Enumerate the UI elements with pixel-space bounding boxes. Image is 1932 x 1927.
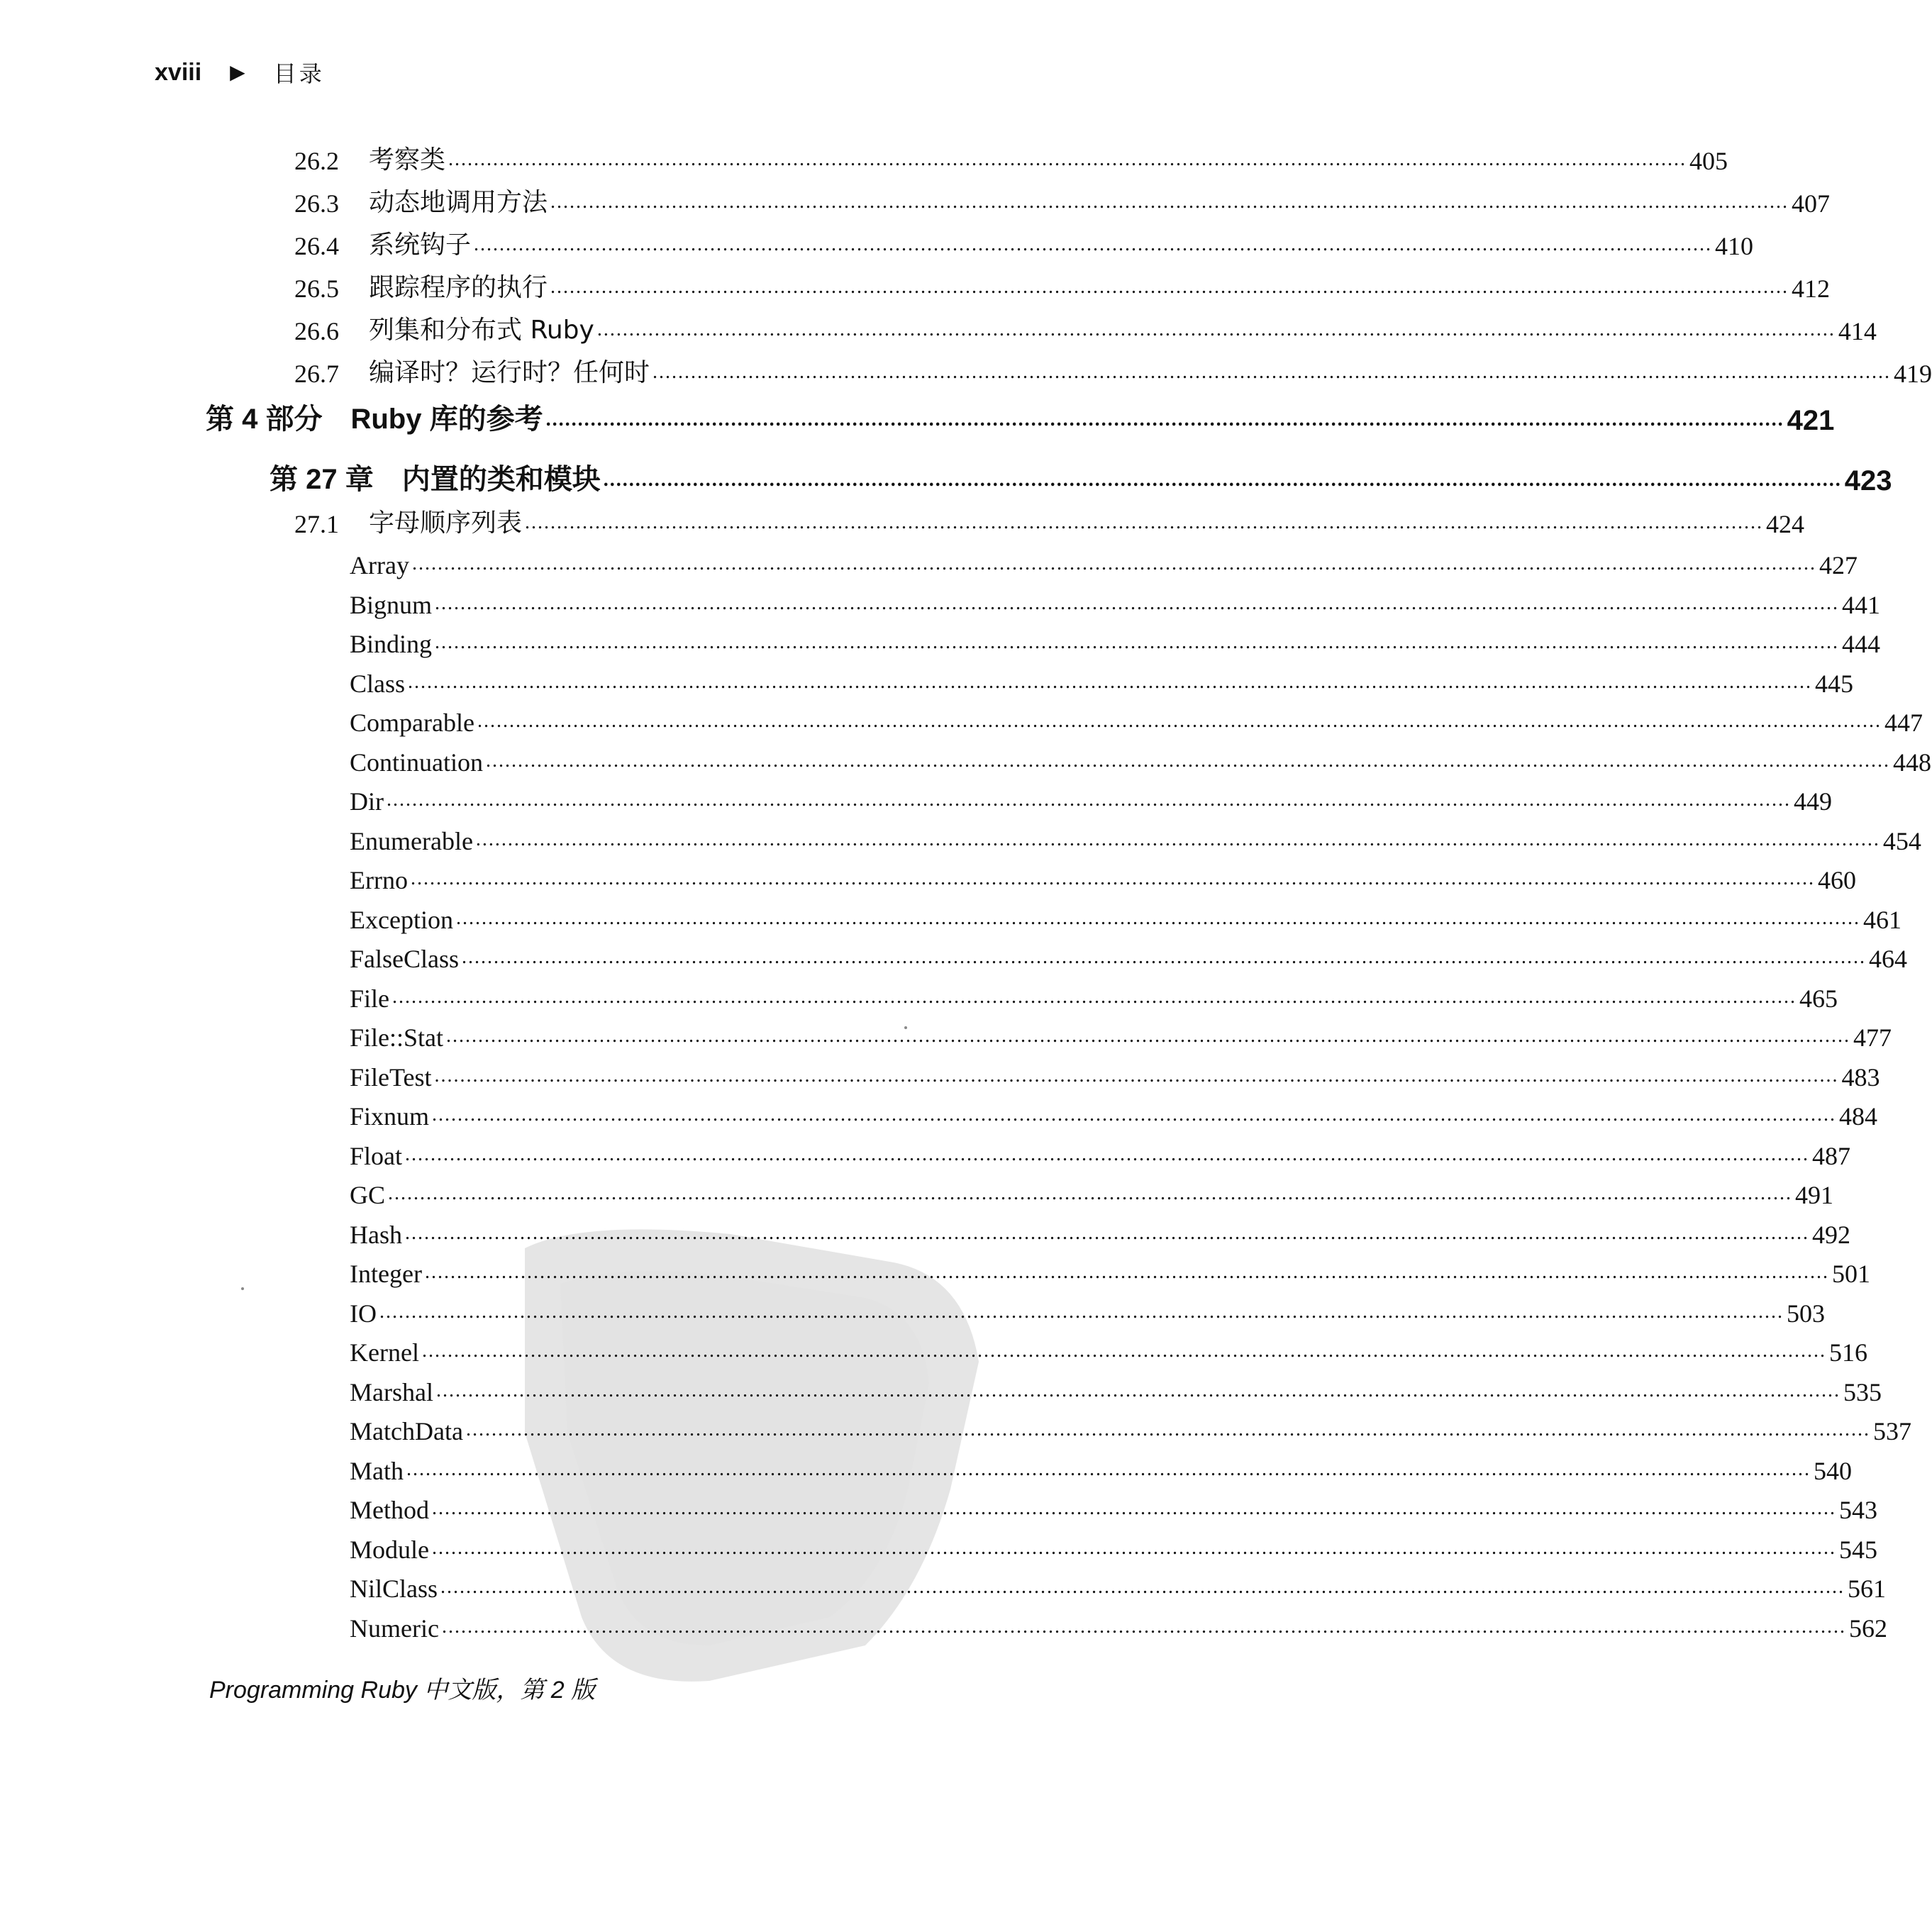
class-name: Comparable [350, 709, 474, 737]
page-ref: 491 [1795, 1181, 1834, 1209]
section-number: 26.5 [294, 274, 339, 303]
class-name: MatchData [350, 1417, 463, 1445]
class-name: Float [350, 1142, 403, 1170]
class-name: Array [350, 551, 409, 579]
section-number: 26.3 [294, 189, 339, 218]
page-ref: 444 [1842, 630, 1881, 658]
page-ref: 501 [1831, 1260, 1870, 1288]
class-name: Hash [350, 1221, 402, 1249]
dot-leader: ............................................................................................................................................................................................................................ [435, 592, 1840, 614]
class-name: Exception [350, 906, 453, 934]
page-ref: 461 [1862, 906, 1902, 934]
dot-leader: ............................................................................................................................................................................................................................ [441, 1616, 1846, 1638]
toc-entry-26-5[interactable] [294, 270, 1831, 304]
section-title: 动态地调用方法 [369, 188, 548, 217]
dot-leader: .................................................................................................................................................................................................. [653, 361, 1892, 383]
toc-entry-class[interactable] [350, 1137, 1851, 1171]
section-number: 26.6 [294, 317, 339, 345]
toc-entry-class[interactable] [350, 1491, 1877, 1525]
section-title: 字母顺序列表 [369, 509, 523, 538]
page-ref: 464 [1869, 945, 1908, 973]
toc-entry-class[interactable] [350, 782, 1832, 816]
header-title: 目录 [273, 60, 325, 87]
dot-leader: ............................................................................................................................................................................................................................ [424, 1261, 1829, 1283]
page-ref: 423 [1844, 465, 1892, 496]
page-ref: 427 [1819, 551, 1858, 579]
page-ref: 449 [1794, 787, 1832, 816]
dot-leader: ............................................................................................................................................................................................................................ [446, 1025, 1851, 1047]
toc-entry-26-2[interactable] [294, 142, 1728, 176]
dot-leader: ............................................................................................................................................................................................................................ [462, 946, 1867, 968]
chapter-title: 第 27 章 内置的类和模块 [270, 464, 601, 495]
toc-entry-part-4[interactable] [206, 397, 1835, 437]
toc-entry-class[interactable] [350, 861, 1856, 895]
toc-entry-class[interactable] [350, 1570, 1887, 1604]
class-name: Math [350, 1457, 404, 1485]
toc-entry-class[interactable] [350, 1216, 1850, 1250]
page-ref: 545 [1839, 1536, 1877, 1564]
page-ref: 424 [1766, 510, 1805, 538]
page-ref: 483 [1841, 1063, 1880, 1092]
class-name: Dir [350, 787, 384, 816]
toc-entry-class[interactable] [350, 979, 1838, 1014]
dot-leader: ............................................................................................................................................................................................................................ [434, 1065, 1839, 1087]
section-title: 列集和分布式 Ruby [369, 316, 594, 345]
page-ref: 487 [1812, 1142, 1851, 1170]
class-name: IO [350, 1299, 377, 1328]
dot-leader: ............................................................................................................................................................................................................................ [432, 1537, 1836, 1559]
toc-entry-class[interactable] [350, 1255, 1870, 1289]
class-name: Binding [350, 630, 433, 658]
dot-leader: .................................................................................................................................................................................................. [474, 233, 1713, 255]
class-name: FileTest [350, 1063, 432, 1092]
toc-entry-class[interactable] [350, 1294, 1825, 1328]
section-title: 考察类 [369, 145, 446, 174]
page-ref: 421 [1787, 405, 1835, 436]
dot-leader: .................................................................................................................................................................................................. [550, 191, 1789, 213]
dot-leader: ............................................................................................................................................................................................................................ [432, 1497, 1836, 1519]
section-number: 26.4 [294, 232, 339, 260]
toc-entry-26-4[interactable] [294, 227, 1754, 261]
page-ref: 448 [1893, 748, 1931, 777]
dot-leader: .................................................................................................................................................................................................. [596, 318, 1836, 340]
toc-entry-class[interactable] [350, 704, 1923, 738]
page-ref: 412 [1792, 274, 1831, 303]
dot-leader: ............................................................................................................................................................................................................................ [486, 750, 1890, 772]
toc-entry-26-3[interactable] [294, 184, 1831, 218]
class-name: File::Stat [350, 1023, 444, 1052]
book-title-footer: Programming Ruby 中文版，第 2 版 [209, 1677, 596, 1704]
toc-entry-26-7[interactable] [294, 355, 1932, 389]
dot-leader: .................................................................................................................................................................................................. [448, 148, 1687, 170]
toc-entry-class[interactable] [350, 1373, 1882, 1407]
class-name: Numeric [350, 1614, 439, 1643]
page-number: xviii [155, 58, 202, 86]
page-ref: 516 [1828, 1338, 1867, 1367]
dot-leader: .................................................................................................................................................................................................. [525, 511, 1764, 533]
dot-leader: ............................................................................................................................................................................................................................ [475, 828, 1880, 850]
section-title: 编译时？运行时？任何时 [369, 358, 650, 387]
section-number: 26.7 [294, 360, 339, 388]
page-ref: 477 [1853, 1023, 1892, 1052]
toc-entry-class[interactable] [350, 1176, 1834, 1210]
toc-entry-class[interactable] [350, 1452, 1852, 1486]
page-ref: 540 [1814, 1457, 1852, 1485]
toc-entry-class[interactable] [350, 940, 1908, 974]
toc-entry-class[interactable] [350, 546, 1858, 580]
dot-leader: ............................................................................................................................................................................................................................ [440, 1576, 1845, 1598]
class-name: File [350, 984, 390, 1013]
toc-entry-class[interactable] [350, 1018, 1892, 1053]
dot-leader: .................................................................................................................................................................................................. [603, 469, 1842, 491]
toc-entry-class[interactable] [350, 665, 1854, 699]
page-ref: 460 [1817, 866, 1856, 894]
page-ref: 535 [1843, 1378, 1882, 1406]
dot-leader: ............................................................................................................................................................................................................................ [388, 1182, 1793, 1204]
arrow-icon: ▶ [230, 62, 245, 84]
dot-leader: ............................................................................................................................................................................................................................ [405, 1143, 1810, 1165]
page-ref: 447 [1884, 709, 1923, 737]
class-name: Marshal [350, 1378, 433, 1406]
class-name: Enumerable [350, 827, 473, 855]
dot-leader: ............................................................................................................................................................................................................................ [435, 631, 1840, 653]
toc-entry-class[interactable] [350, 822, 1921, 856]
class-name: Errno [350, 866, 408, 894]
page-ref: 454 [1882, 827, 1921, 855]
toc-entry-class[interactable] [350, 1058, 1880, 1092]
section-title: 跟踪程序的执行 [369, 273, 548, 302]
class-name: Class [350, 670, 406, 698]
dot-leader: ............................................................................................................................................................................................................................ [406, 1458, 1811, 1480]
dot-leader: ............................................................................................................................................................................................................................ [465, 1418, 1870, 1440]
page-ref: 503 [1787, 1299, 1825, 1328]
dot-leader: ............................................................................................................................................................................................................................ [387, 789, 1791, 811]
toc-entry-chapter-27[interactable] [270, 457, 1892, 497]
class-name: Bignum [350, 591, 433, 619]
section-title: 系统钩子 [369, 231, 472, 260]
dot-leader: ............................................................................................................................................................................................................................ [405, 1222, 1809, 1244]
dot-leader: ............................................................................................................................................................................................................................ [435, 1379, 1841, 1401]
dot-leader: ............................................................................................................................................................................................................................ [455, 907, 1860, 929]
class-name: Continuation [350, 748, 483, 777]
page-ref: 537 [1872, 1417, 1911, 1445]
page-ref: 484 [1839, 1102, 1878, 1131]
toc-entry-class[interactable] [350, 1097, 1878, 1131]
page-ref: 419 [1894, 360, 1932, 388]
toc-entry-class[interactable] [350, 1531, 1877, 1565]
dot-leader: ............................................................................................................................................................................................................................ [411, 552, 1816, 574]
section-number: 27.1 [294, 510, 339, 538]
dot-leader: .................................................................................................................................................................................................. [550, 276, 1789, 298]
page-ref: 445 [1815, 670, 1854, 698]
class-name: NilClass [350, 1575, 438, 1603]
class-name: FalseClass [350, 945, 460, 973]
page-ref: 405 [1689, 147, 1728, 175]
toc-entry-class[interactable] [350, 1412, 1911, 1446]
class-name: Fixnum [350, 1102, 430, 1131]
page-ref: 561 [1848, 1575, 1887, 1603]
page-ref: 562 [1848, 1614, 1887, 1643]
class-name: Method [350, 1496, 429, 1524]
toc-entry-class[interactable] [350, 586, 1881, 620]
toc-entry-class[interactable] [350, 625, 1881, 659]
dot-leader: ............................................................................................................................................................................................................................ [432, 1104, 1837, 1126]
page-ref: 407 [1792, 189, 1831, 218]
page-ref: 543 [1839, 1496, 1877, 1524]
page-ref: 441 [1842, 591, 1881, 619]
class-name: Kernel [350, 1338, 419, 1367]
page-ref: 414 [1838, 317, 1877, 345]
page-ref: 410 [1715, 232, 1754, 260]
toc-entry-class[interactable] [350, 743, 1931, 777]
toc-entry-27-1[interactable] [294, 505, 1805, 539]
toc-entry-class[interactable] [350, 901, 1902, 935]
part-title: 第 4 部分 Ruby 库的参考 [206, 404, 543, 435]
class-name: GC [350, 1181, 386, 1209]
class-name: Module [350, 1536, 429, 1564]
section-number: 26.2 [294, 147, 339, 175]
dot-leader: .................................................................................................................................................................................................. [545, 409, 1784, 431]
page-ref: 492 [1812, 1221, 1850, 1249]
class-name: Integer [350, 1260, 422, 1288]
page-ref: 465 [1799, 984, 1838, 1013]
dot-leader: ............................................................................................................................................................................................................................ [477, 710, 1882, 732]
dot-leader: ............................................................................................................................................................................................................................ [392, 986, 1797, 1008]
toc-entry-26-6[interactable] [294, 312, 1877, 346]
dot-leader: ............................................................................................................................................................................................................................ [421, 1340, 1826, 1362]
toc-entry-class[interactable] [350, 1609, 1887, 1643]
dot-leader: ............................................................................................................................................................................................................................ [410, 867, 1815, 889]
dot-leader: ............................................................................................................................................................................................................................ [408, 671, 1813, 693]
toc-entry-class[interactable] [350, 1333, 1867, 1367]
dot-leader: ............................................................................................................................................................................................................................ [379, 1301, 1784, 1323]
